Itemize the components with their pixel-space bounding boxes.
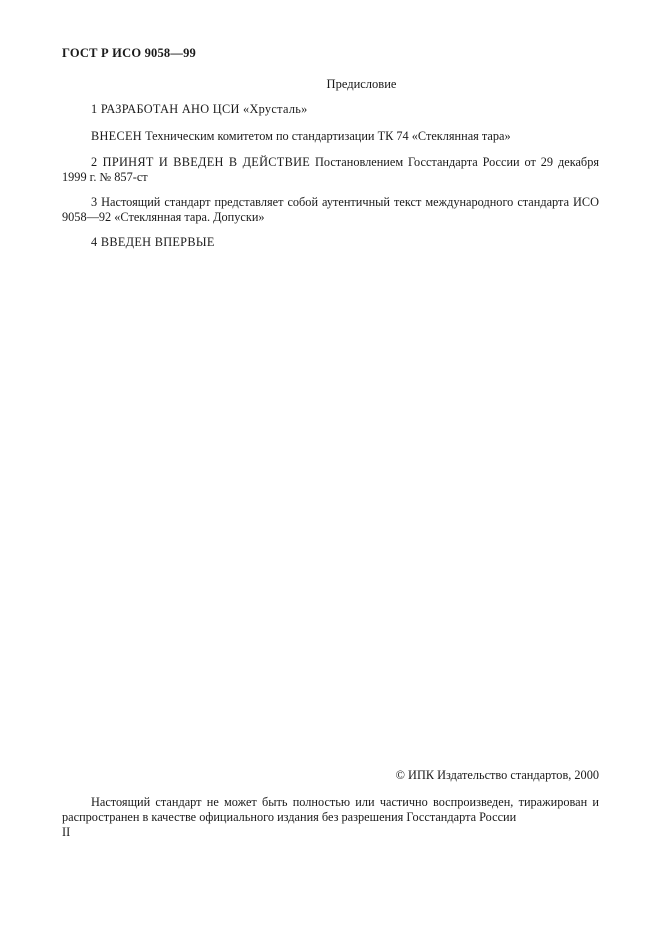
page-number: II bbox=[62, 825, 71, 839]
document-code: ГОСТ Р ИСО 9058—99 bbox=[62, 46, 196, 60]
preface-item-text: 3 Настоящий стандарт представляет собой аутентичный текст международного стандарта ИСО 9058—92 «Стеклянная тара. Допуски» bbox=[62, 195, 599, 224]
preface-item-text: Техническим комитетом по стандартизации ТК 74 «Стеклянная тара» bbox=[142, 129, 511, 143]
preface-title: Предисловие bbox=[326, 77, 397, 91]
preface-item-introduced bbox=[62, 129, 599, 144]
preface-item-lead: 1 РАЗРАБОТАН АНО ЦСИ «Хрусталь» bbox=[91, 102, 308, 116]
preface-item-adopted bbox=[62, 155, 599, 185]
preface-item-lead: ВНЕСЕН bbox=[91, 129, 142, 143]
reproduction-notice: Настоящий стандарт не может быть полностью или частично воспроизведен, тиражирован и распространен в качестве официального издания без разрешения Госстандарта России bbox=[62, 795, 599, 824]
preface-item-developed bbox=[62, 102, 599, 117]
preface-item-lead: 2 ПРИНЯТ И ВВЕДЕН В ДЕЙСТВИЕ bbox=[91, 155, 311, 169]
preface-item-text: Постановлением Госстандарта России от 29 декабря 1999 г. № 857-ст bbox=[62, 155, 599, 184]
preface-item-authentic-text bbox=[62, 195, 599, 225]
preface-item-first-introduced bbox=[62, 235, 599, 250]
preface-item-lead: 4 ВВЕДЕН ВПЕРВЫЕ bbox=[91, 235, 215, 249]
copyright-line: © ИПК Издательство стандартов, 2000 bbox=[395, 768, 599, 782]
